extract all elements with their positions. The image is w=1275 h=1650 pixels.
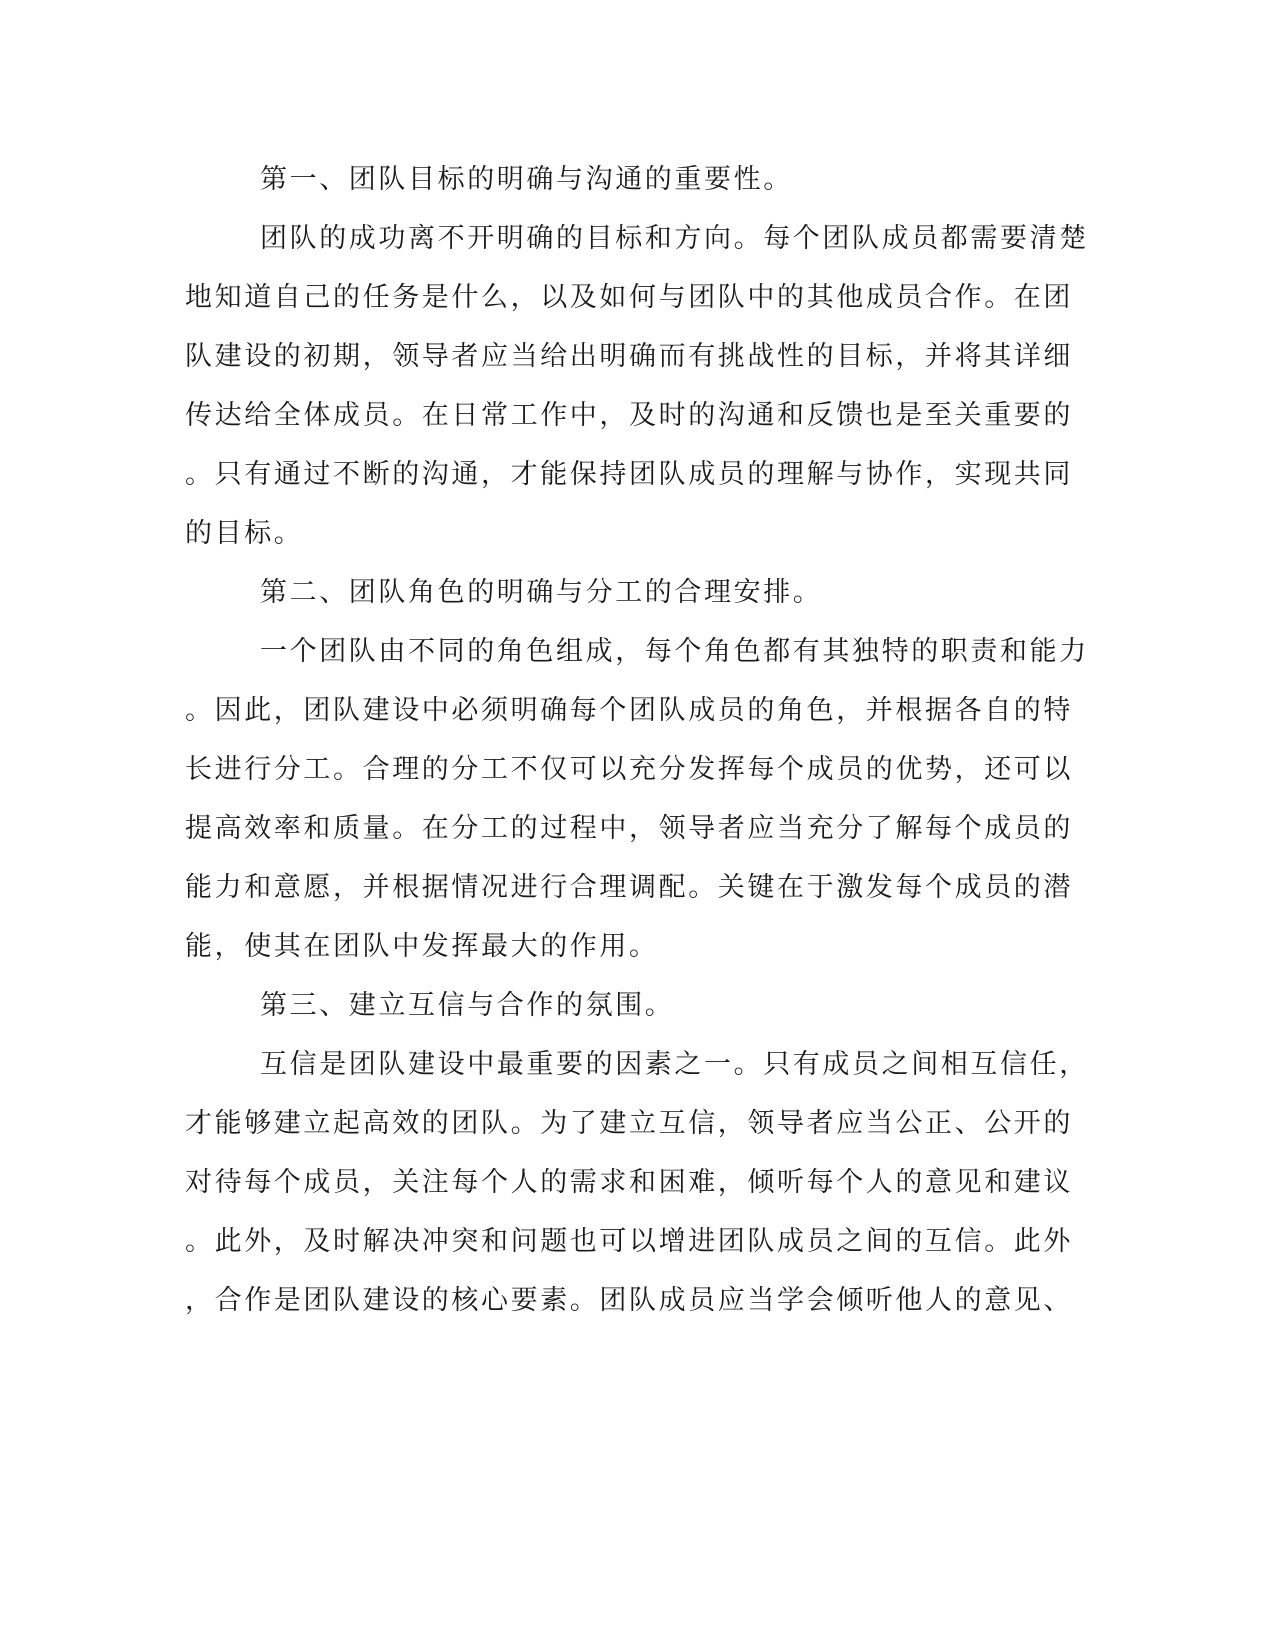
paragraph-line: 地知道自己的任务是什么，以及如何与团队中的其他成员合作。在团	[185, 282, 1073, 313]
paragraph-line: 传达给全体成员。在日常工作中，及时的沟通和反馈也是至关重要的	[185, 400, 1073, 431]
section-heading-1: 第一、团队目标的明确与沟通的重要性。	[260, 164, 793, 195]
paragraph-line: 能力和意愿，并根据情况进行合理调配。关键在于激发每个成员的潜	[185, 872, 1073, 903]
section-heading-2: 第二、团队角色的明确与分工的合理安排。	[260, 577, 823, 608]
paragraph-line: 长进行分工。合理的分工不仅可以充分发挥每个成员的优势，还可以	[185, 754, 1073, 785]
paragraph-line: ，合作是团队建设的核心要素。团队成员应当学会倾听他人的意见、	[185, 1285, 1073, 1316]
paragraph-line: 对待每个成员，关注每个人的需求和困难，倾听每个人的意见和建议	[185, 1167, 1073, 1198]
paragraph-line: 。只有通过不断的沟通，才能保持团队成员的理解与协作，实现共同	[185, 459, 1073, 490]
paragraph-line: 的目标。	[185, 518, 304, 549]
paragraph-line: 能，使其在团队中发挥最大的作用。	[185, 931, 659, 962]
paragraph-line: 一个团队由不同的角色组成，每个角色都有其独特的职责和能力	[260, 636, 1089, 667]
section-heading-3: 第三、建立互信与合作的氛围。	[260, 990, 675, 1021]
paragraph-line: 。此外，及时解决冲突和问题也可以增进团队成员之间的互信。此外	[185, 1226, 1073, 1257]
paragraph-line: 提高效率和质量。在分工的过程中，领导者应当充分了解每个成员的	[185, 813, 1073, 844]
paragraph-line: 才能够建立起高效的团队。为了建立互信，领导者应当公正、公开的	[185, 1108, 1073, 1139]
paragraph-line: 队建设的初期，领导者应当给出明确而有挑战性的目标，并将其详细	[185, 341, 1073, 372]
paragraph-line: 互信是团队建设中最重要的因素之一。只有成员之间相互信任，	[260, 1049, 1089, 1080]
paragraph-line: 。因此，团队建设中必须明确每个团队成员的角色，并根据各自的特	[185, 695, 1073, 726]
paragraph-line: 团队的成功离不开明确的目标和方向。每个团队成员都需要清楚	[260, 223, 1089, 254]
